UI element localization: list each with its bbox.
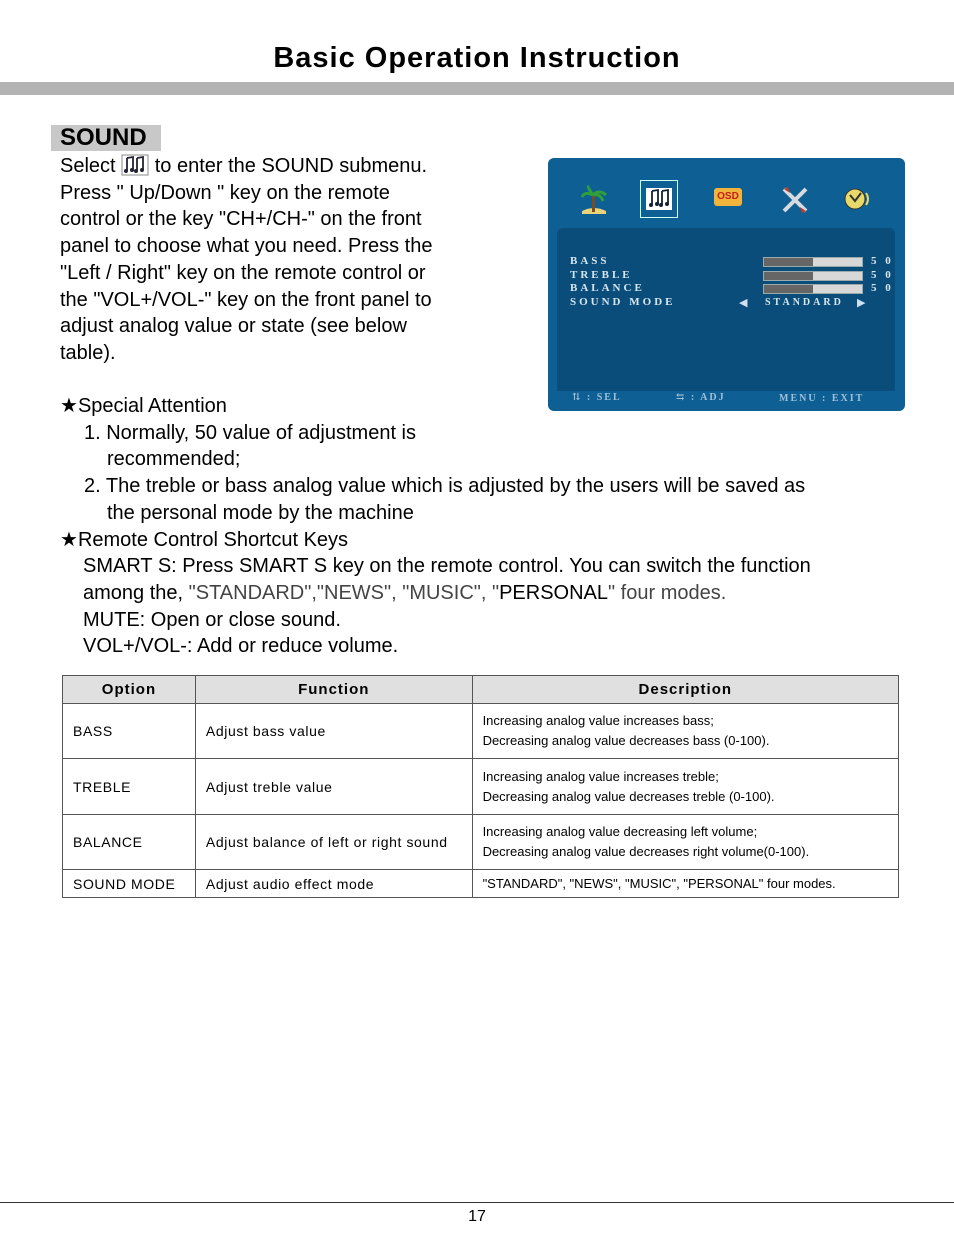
music-icon	[121, 154, 149, 176]
page-number: 17	[468, 1208, 486, 1225]
shortcut-smart-line2: among the, "STANDARD","NEWS", "MUSIC", "PERSONAL" four modes.	[83, 581, 727, 604]
shortcut-mute: MUTE: Open or close sound.	[83, 608, 341, 631]
osd-value-bass: 5 0	[871, 255, 894, 267]
intro-line: adjust analog value or state (see below	[60, 315, 407, 338]
page-title: Basic Operation Instruction	[273, 42, 681, 74]
osd-footer-select: ⇅ : SEL	[572, 392, 622, 403]
intro-select-line: Select to enter the SOUND submenu.	[60, 155, 428, 177]
attention-item-1a: 1. Normally, 50 value of adjustment is	[84, 421, 417, 444]
table-cell-option: BASS	[63, 704, 196, 759]
treble-slider-fill	[764, 272, 813, 280]
table-row	[63, 870, 899, 898]
attention-heading: ★Special Attention	[60, 395, 227, 417]
attention-item-2b: the personal mode by the machine	[107, 501, 414, 524]
arrow-right-icon: ▶	[857, 297, 866, 309]
table-cell-description: Increasing analog value increases bass; Decreasing analog value decreases bass (0-100).	[472, 704, 898, 759]
music-icon	[644, 184, 674, 214]
table-cell-function: Adjust treble value	[195, 759, 472, 815]
osd-inner-panel	[557, 228, 895, 391]
osd-label-balance: BALANCE	[570, 282, 645, 294]
intro-line: the "VOL+/VOL-" key on the front panel to	[60, 288, 432, 311]
bass-slider	[763, 257, 863, 267]
arrow-left-icon: ◀	[739, 297, 748, 309]
osd-footer-adjust: ⇆ : ADJ	[676, 392, 726, 403]
osd-menu-icon: OSD	[714, 188, 742, 206]
table-cell-description: Increasing analog value increases treble; Decreasing analog value decreases treble (0-100).	[472, 759, 898, 815]
intro-text	[60, 153, 490, 367]
table-cell-function: Adjust balance of left or right sound	[195, 815, 472, 870]
satellite-icon	[840, 183, 874, 217]
intro-line: control or the key "CH+/CH-" on the front	[60, 208, 422, 231]
star-icon: ★	[60, 528, 78, 551]
table-row	[63, 759, 899, 815]
table-header-row	[63, 676, 899, 704]
table-cell-description: Increasing analog value decreasing left volume; Decreasing analog value decreases right volume(0-100).	[472, 815, 898, 870]
osd-sound-menu	[548, 158, 905, 411]
balance-slider-fill	[764, 285, 813, 293]
table-cell-option: SOUND MODE	[63, 870, 196, 898]
table-header: Option	[63, 676, 196, 704]
shortcut-heading: ★Remote Control Shortcut Keys	[60, 528, 349, 551]
osd-label-bass: BASS	[570, 255, 610, 267]
attention-block	[60, 393, 930, 660]
attention-item-2a: 2. The treble or bass analog value which is adjusted by the users will be saved as	[84, 475, 806, 498]
osd-label-sound-mode: SOUND MODE	[570, 296, 676, 308]
table-header: Description	[472, 676, 898, 704]
shortcut-smart-line1: SMART S: Press SMART S key on the remote control. You can switch the function	[83, 555, 811, 578]
intro-line: "Left / Right" key on the remote control or	[60, 261, 426, 284]
table-header: Function	[195, 676, 472, 704]
intro-line: table).	[60, 341, 116, 364]
table-cell-description: "STANDARD", "NEWS", "MUSIC", "PERSONAL" four modes.	[472, 870, 898, 898]
table-cell-option: TREBLE	[63, 759, 196, 815]
balance-slider	[763, 284, 863, 294]
table-row	[63, 704, 899, 759]
osd-value-balance: 5 0	[871, 282, 894, 294]
osd-value-sound-mode: STANDARD	[765, 297, 844, 308]
table-cell-option: BALANCE	[63, 815, 196, 870]
shortcut-vol: VOL+/VOL-: Add or reduce volume.	[83, 635, 399, 658]
table-cell-function: Adjust audio effect mode	[195, 870, 472, 898]
treble-slider	[763, 271, 863, 281]
header-bar	[0, 82, 954, 95]
sound-options-table	[62, 675, 899, 898]
osd-label-treble: TREBLE	[570, 269, 633, 281]
intro-line: panel to choose what you need. Press the	[60, 235, 433, 258]
bass-slider-fill	[764, 258, 813, 266]
updown-arrows-icon: ⇅	[572, 392, 583, 403]
star-icon: ★	[60, 395, 78, 417]
osd-footer-exit: MENU : EXIT	[779, 393, 865, 404]
section-title: SOUND	[51, 125, 161, 151]
attention-item-1b: recommended;	[107, 448, 241, 471]
footer-rule	[0, 1202, 954, 1203]
leftright-arrows-icon: ⇆	[676, 392, 687, 403]
sound-menu-tab-selected	[640, 180, 678, 218]
table-cell-function: Adjust bass value	[195, 704, 472, 759]
picture-menu-icon	[577, 183, 611, 217]
tools-icon	[778, 183, 812, 217]
osd-value-treble: 5 0	[871, 269, 894, 281]
table-row	[63, 815, 899, 870]
intro-line: Press " Up/Down " key on the remote	[60, 181, 390, 204]
